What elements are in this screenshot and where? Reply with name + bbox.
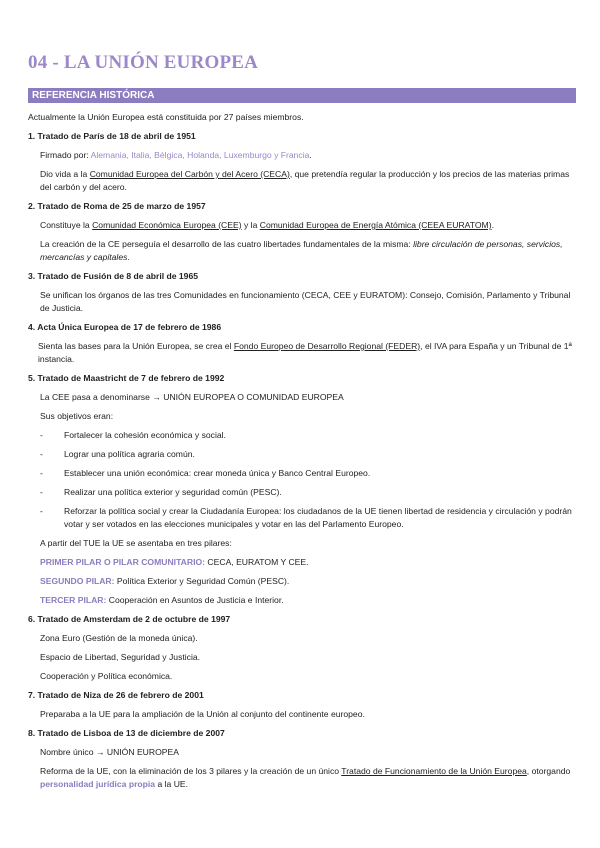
- treaty-5-pillars-intro: A partir del TUE la UE se asentaba en tres pilares:: [40, 538, 232, 548]
- treaty-1-signed: Firmado por: Alemania, Italia, Bélgica, Holanda, Luxemburgo y Francia.: [40, 150, 312, 160]
- treaty-8-name: Nombre único → UNIÓN EUROPEA: [40, 747, 179, 757]
- treaty-8-desc: Reforma de la UE, con la eliminación de los 3 pilares y la creación de un único Tratado de Funcionamiento de la Unión Europea, otorgando personalidad jurídica propia a la UE.: [40, 766, 571, 789]
- section-header: REFERENCIA HISTÓRICA: [28, 88, 576, 103]
- euratom-text: Comunidad Europea de Energía Atómica (CEEA EURATOM): [259, 220, 492, 230]
- treaty-4-desc: Sienta las bases para la Unión Europea, se crea el Fondo Europeo de Desarrollo Regional (FEDER), el IVA para España y un Tribunal de 1ª instancia.: [38, 341, 572, 364]
- treaty-7-desc: Preparaba a la UE para la ampliación de la Unión al conjunto del continente europeo.: [40, 709, 365, 719]
- treaty-6-item-1: Zona Euro (Gestión de la moneda única).: [40, 633, 198, 643]
- legal-personality-text: personalidad jurídica propia: [40, 779, 156, 789]
- treaty-2-desc: Constituye la Comunidad Económica Europea (CEE) y la Comunidad Europea de Energía Atómica (CEEA EURATOM).: [40, 220, 494, 230]
- treaty-5-heading: 5. Tratado de Maastricht de 7 de febrero de 1992: [28, 373, 225, 383]
- list-item: - Reforzar la política social y crear la Ciudadanía Europea: los ciudadanos de la UE tienen libertad de residencia y circulación y podrán votar y ser votados en las elecciones municipales y votar en las del Parlamento Europeo.: [40, 506, 572, 529]
- treaty-7-heading: 7. Tratado de Niza de 26 de febrero de 2001: [28, 690, 204, 700]
- treaty-6-item-2: Espacio de Libertad, Seguridad y Justicia.: [40, 652, 201, 662]
- feder-text: Fondo Europeo de Desarrollo Regional (FEDER): [233, 341, 421, 351]
- list-item: - Realizar una política exterior y seguridad común (PESC).: [40, 487, 282, 497]
- signatory-countries: Alemania, Italia, Bélgica, Holanda, Luxemburgo y Francia: [90, 150, 310, 160]
- pillar-1: PRIMER PILAR O PILAR COMUNITARIO: CECA, EURATOM Y CEE.: [40, 557, 309, 567]
- treaty-5-objectives-label: Sus objetivos eran:: [40, 411, 114, 421]
- treaty-4-heading: 4. Acta Única Europea de 17 de febrero de 1986: [28, 322, 222, 332]
- intro-text: Actualmente la Unión Europea está constituida por 27 países miembros.: [28, 112, 304, 122]
- list-item: - Establecer una unión económica: crear moneda única y Banco Central Europeo.: [40, 468, 371, 478]
- treaty-6-heading: 6. Tratado de Amsterdam de 2 de octubre de 1997: [28, 614, 231, 624]
- pillar-2: SEGUNDO PILAR: Política Exterior y Seguridad Común (PESC).: [40, 576, 290, 586]
- treaty-1-desc: Dio vida a la Comunidad Europea del Carbón y del Acero (CECA), que pretendía regular la producción y los precios de las materias primas del carbón y del acero.: [40, 169, 570, 192]
- treaty-2-freedoms: La creación de la CE perseguía el desarrollo de las cuatro libertades fundamentales de la misma: libre circulación de personas, servicios, mercancías y capitales.: [40, 239, 563, 262]
- document-page: [28, 52, 576, 797]
- treaty-3-heading: 3. Tratado de Fusión de 8 de abril de 1965: [28, 271, 199, 281]
- ceca-link-text: Comunidad Europea del Carbón y del Acero (CECA): [89, 169, 290, 179]
- objectives-list: [40, 429, 576, 531]
- tfue-text: Tratado de Funcionamiento de la Unión Europea: [341, 766, 527, 776]
- list-item: - Fortalecer la cohesión económica y social.: [40, 430, 226, 440]
- treaty-1-heading: 1. Tratado de París de 18 de abril de 1951: [28, 131, 196, 141]
- treaty-3-desc: Se unifican los órganos de las tres Comunidades en funcionamiento (CECA, CEE y EURATOM): Consejo, Comisión, Parlamento y Tribunal de Justicia.: [40, 290, 571, 313]
- page-title: 04 - LA UNIÓN EUROPEA: [28, 52, 259, 73]
- treaty-8-heading: 8. Tratado de Lisboa de 13 de diciembre de 2007: [28, 728, 225, 738]
- treaty-6-item-3: Cooperación y Política económica.: [40, 671, 173, 681]
- treaty-2-heading: 2. Tratado de Roma de 25 de marzo de 1957: [28, 201, 206, 211]
- cee-text: Comunidad Económica Europea (CEE): [92, 220, 242, 230]
- pillar-3: TERCER PILAR: Cooperación en Asuntos de Justicia e Interior.: [40, 595, 284, 605]
- list-item: - Lograr una política agraria común.: [40, 449, 195, 459]
- treaty-5-rename: La CEE pasa a denominarse → UNIÓN EUROPEA O COMUNIDAD EUROPEA: [40, 392, 344, 402]
